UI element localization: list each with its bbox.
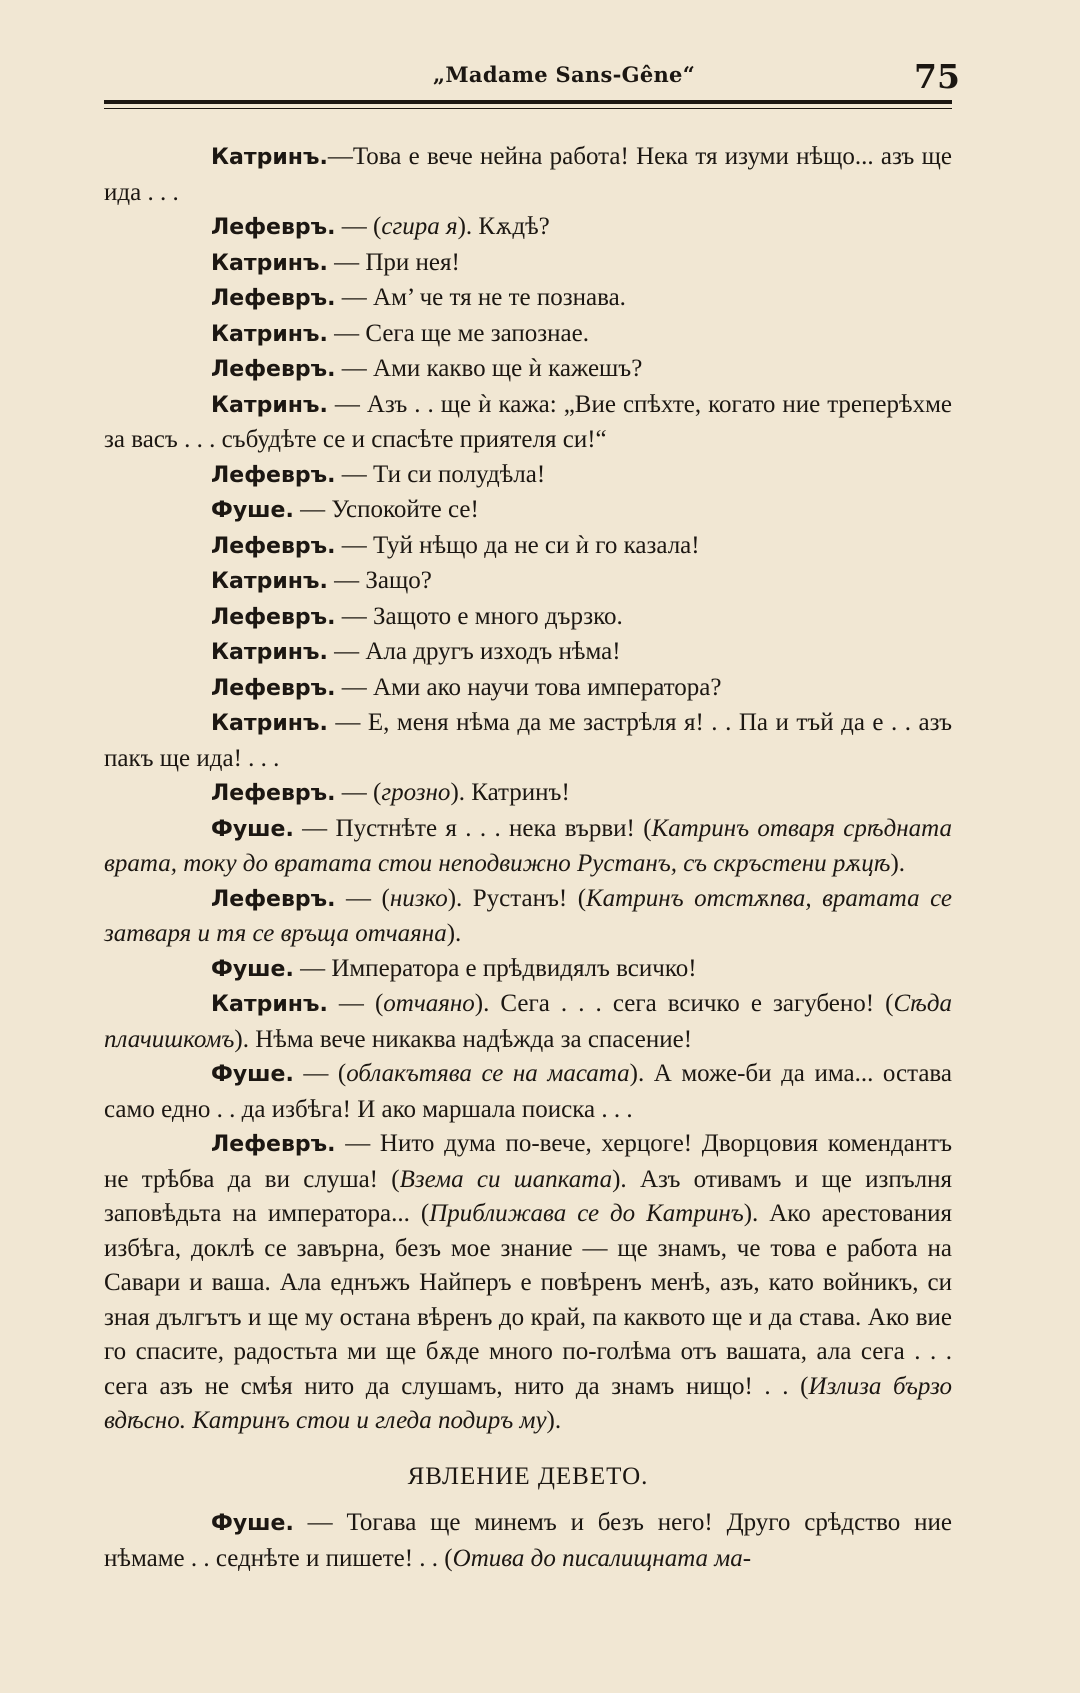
stage-direction: Приближава се до Катринъ [429, 1200, 744, 1227]
speech-text: — Императора е прѣдвидялъ всичко! [293, 954, 697, 982]
speaker-name: Катринъ. [211, 145, 328, 170]
stage-direction: низко [389, 884, 448, 912]
speech-text: — Ами какво ще ѝ кажешъ? [335, 355, 643, 382]
speaker-name: Лефевръ. [211, 286, 336, 311]
header-rule-thin [104, 108, 952, 109]
speech-text: ). [890, 850, 906, 877]
speaker-name: Катринъ. [211, 640, 328, 665]
speaker-name: Лефевръ. [211, 675, 336, 701]
speech-text: ). Азъ отивамъ и ще изпълня заповѣдьта на императора... ( [104, 1165, 952, 1227]
stage-direction: Отива до писалищната ма- [452, 1544, 752, 1572]
speaker-name: Катринъ. [211, 711, 328, 736]
speaker-name: Лефевръ. [211, 462, 336, 488]
speech-text: — Тогава ще минемъ и безъ него! Друго срѣдство ние нѣмаме . . седнѣте и пишете! . . ( [104, 1509, 952, 1572]
dialogue-line [104, 671, 952, 707]
dialogue-line [104, 1057, 952, 1127]
speech-text: — ( [335, 884, 390, 912]
speaker-name: Лефевръ. [211, 533, 336, 559]
speaker-name: Лефевръ. [211, 604, 336, 630]
stage-direction: облакътява се на масата [346, 1060, 630, 1087]
dialogue-line [104, 987, 952, 1057]
speech-text: — При нея! [327, 248, 460, 276]
scene-heading: ЯВЛЕНИЕ ДЕВЕТО. [407, 1462, 649, 1490]
final-dialogue [104, 1506, 952, 1576]
stage-direction: Сѣда плачишкомъ [104, 990, 952, 1053]
speech-text: — Пустнѣте я . . . нека върви! ( [293, 814, 652, 842]
speech-text: — ( [293, 1060, 347, 1087]
speaker-name: Катринъ. [211, 992, 328, 1017]
stage-direction: сгира я [381, 213, 458, 240]
speech-text: — ( [327, 990, 384, 1017]
speech-text: — Нито дума по-вече, херцоге! Дворцовия комендантъ не трѣбва да ви слуша! ( [104, 1130, 952, 1193]
speaker-name: Лефевръ. [211, 886, 336, 912]
speaker-name: Фуше. [211, 498, 294, 523]
speech-text: — Ала другъ изходъ нѣма! [327, 638, 621, 665]
dialogue-line [104, 882, 952, 952]
dialogue-line [104, 1506, 952, 1576]
stage-direction: Излиза бързо вдѣсно. Катринъ стои и гледа подиръ му [104, 1372, 952, 1434]
speech-text: — Е, меня нѣма да ме застрѣля я! . . Па и тъй да е . . азъ пакъ ще ида! . . . [104, 709, 952, 772]
speech-text: — Азъ . . ще ѝ кажа: „Вие спѣхте, когато ние треперѣхме за васъ . . . събудѣте се и спасѣте приятеля си!“ [104, 390, 952, 453]
header-rule [104, 100, 952, 104]
speech-text: — Защо? [327, 567, 432, 594]
dialogue-line [104, 493, 952, 529]
speech-text: ). Кѫдѣ? [457, 213, 550, 240]
dialogue-line [104, 952, 952, 988]
dialogue-line [104, 352, 952, 388]
dialogue-line [104, 564, 952, 600]
speaker-name: Фуше. [211, 1511, 294, 1536]
dialogue-line [104, 1127, 952, 1439]
speech-text: — Туй нѣщо да не си ѝ го казала! [335, 531, 700, 559]
stage-direction: Катринъ отстѫпва, вратата се затваря и тя се връща отчаяна [104, 884, 952, 947]
page-number: 75 [914, 57, 960, 96]
stage-direction: грозно [381, 779, 451, 806]
running-title: „Madame Sans-Gêne“ [433, 62, 696, 87]
speaker-name: Лефевръ. [211, 1132, 336, 1157]
dialogue-line [104, 140, 952, 210]
speech-text: — Сега ще ме запознае. [327, 319, 590, 347]
speech-text: ). [446, 920, 462, 947]
speech-text: ). Нѣма вече никаква надѣжда за спасение! [234, 1025, 693, 1053]
dialogue-line [104, 812, 952, 882]
speech-text: ). Сега . . . сега всичко е загубено! ( [474, 990, 894, 1017]
speech-text: ). Катринъ! [450, 779, 570, 806]
dialogue-line [104, 246, 952, 282]
dialogue-line [104, 210, 952, 246]
stage-direction: Катринъ отваря срѣдната врата, току до вратата стои неподвижно Рустанъ, съ скръстени рѫцѣ [104, 814, 952, 877]
speaker-name: Лефевръ. [211, 781, 336, 806]
speaker-name: Катринъ. [211, 392, 328, 418]
speaker-name: Фуше. [211, 956, 294, 982]
speech-text: — Ам’ че тя не те познава. [335, 284, 626, 311]
speaker-name: Катринъ. [211, 321, 328, 347]
speaker-name: Фуше. [211, 816, 294, 842]
speaker-name: Лефевръ. [211, 215, 336, 240]
dialogue-line [104, 388, 952, 458]
page-text [104, 140, 952, 1576]
dialogue-line [104, 458, 952, 494]
speaker-name: Катринъ. [211, 250, 328, 276]
dialogue-line [104, 706, 952, 776]
dialogue [104, 140, 952, 1439]
speech-text: — Ти си полудѣла! [335, 460, 546, 488]
speech-text: —Това е вече нейна работа! Нека тя изуми нѣщо... азъ ще ида . . . [104, 143, 952, 206]
stage-direction: Взема си шапката [399, 1165, 613, 1193]
speech-text: — Ами ако научи това императора? [335, 673, 722, 701]
speech-text: — ( [335, 779, 382, 806]
speech-text: ). Рустанъ! ( [447, 884, 587, 912]
dialogue-line [104, 281, 952, 317]
speech-text: — Успокойте се! [293, 496, 479, 523]
dialogue-line [104, 317, 952, 353]
dialogue-line [104, 600, 952, 636]
stage-direction: отчаяно [383, 990, 475, 1017]
speech-text: — ( [335, 213, 382, 240]
dialogue-line [104, 635, 952, 671]
speaker-name: Катринъ. [211, 569, 328, 594]
dialogue-line [104, 776, 952, 812]
speech-text: ). А може-би да има... остава само едно . . да избѣга! И ако маршала поиска . . . [104, 1060, 953, 1123]
speech-text: — Защото е много дързко. [335, 602, 623, 630]
speaker-name: Лефевръ. [211, 357, 336, 382]
dialogue-line [104, 529, 952, 565]
speaker-name: Фуше. [211, 1062, 294, 1087]
speech-text: ). [546, 1407, 562, 1434]
speech-text: ). Ако арестования избѣга, доклѣ се завърна, безъ мое знание — ще знамъ, че това е работа на Савари и ваша. Ала еднъжъ Найперъ е повѣренъ менѣ, азъ, като войникъ, си зная дългътъ и ще му остана вѣренъ до край, па каквото ще и да става. Ако вие го спасите, радостьта ми ще бѫде много по-голѣма отъ вашата, ала сега . . . сега азъ не смѣя нито да слушамъ, нито да знамъ нищо! . . ( [104, 1200, 953, 1400]
